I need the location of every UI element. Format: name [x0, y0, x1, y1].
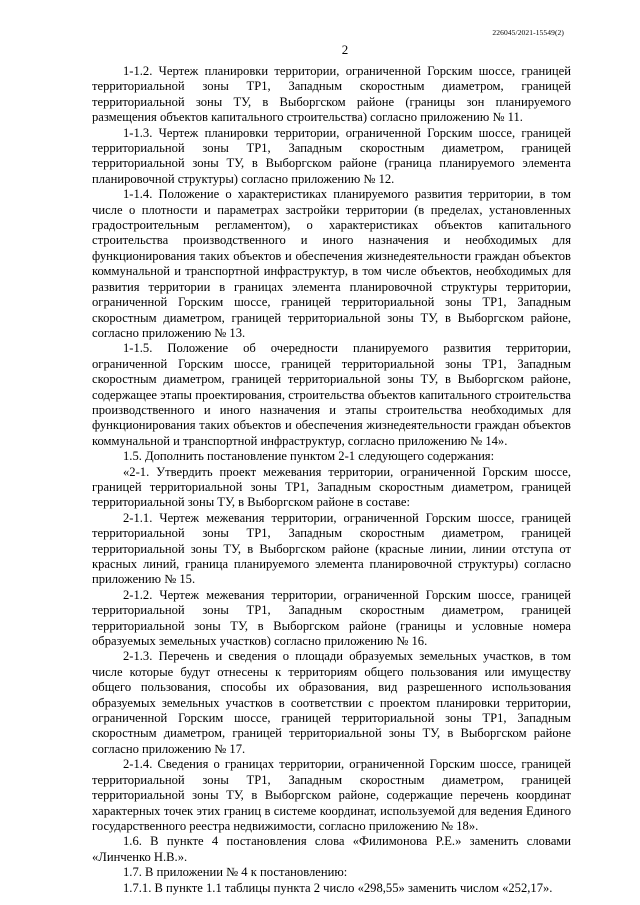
paragraph-1-5: 1.5. Дополнить постановление пунктом 2-1 следующего содержания:	[123, 449, 495, 464]
document-body	[92, 64, 571, 896]
paragraph-1-1-2: 1-1.2. Чертеж планировки территории, ограниченной Горским шоссе, границей территориальной зоны ТР1, Западным скоростным диаметром, границей территориальной зоны ТУ, в Выборгском районе (границы зон планируемого размещения объектов капитального строительства) согласно приложению № 11.	[92, 64, 571, 125]
paragraph-2-1-2: 2-1.2. Чертеж межевания территории, ограниченной Горским шоссе, границей территориальной зоны ТР1, Западным скоростным диаметром, границей территориальной зоны ТУ, в Выборгском районе (границы и условные номера образуемых земельных участков) согласно приложению № 16.	[92, 587, 571, 649]
document-registration-number: 226045/2021-15549(2)	[492, 28, 564, 37]
paragraph-1-6: 1.6. В пункте 4 постановления слова «Филимонова Р.Е.» заменить словами «Линченко Н.В.».	[92, 834, 571, 864]
paragraph-2-1-1: 2-1.1. Чертеж межевания территории, ограниченной Горским шоссе, границей территориальной зоны ТР1, Западным скоростным диаметром, границей территориальной зоны ТУ, в Выборгском районе (красные линии, линии отступа от красных линий, граница планируемого элемента планировочной структуры) согласно приложению № 15.	[92, 510, 571, 587]
paragraph-1-1-4: 1-1.4. Положение о характеристиках планируемого развития территории, в том числе о плотности и параметрах застройки территории (в пределах, установленных градостроительным регламентом), о характеристиках объектов капитального строительства производственного и иного назначения и необходимых для функционирования таких объектов и обеспечения жизнедеятельности граждан объектов коммунальной и транспортной инфраструктур, в том числе объектов, необходимых для развития территории в границах элемента планировочной структуры территории, ограниченной Горским шоссе, границей территориальной зоны ТР1, Западным скоростным диаметром, границей территориальной зоны ТУ, в Выборгском районе, согласно приложению № 13.	[92, 187, 571, 340]
paragraph-2-1: «2-1. Утвердить проект межевания территории, ограниченной Горским шоссе, границей территориальной зоны ТР1, Западным скоростным диаметром, границей территориальной зоны ТУ, в Выборгском районе в составе:	[92, 464, 571, 510]
paragraph-1-7-1: 1.7.1. В пункте 1.1 таблицы пункта 2 число «298,55» заменить числом «252,17».	[123, 880, 553, 895]
page-number: 2	[341, 42, 349, 57]
paragraph-1-1-3: 1-1.3. Чертеж планировки территории, ограниченной Горским шоссе, границей территориальной зоны ТР1, Западным скоростным диаметром, границей территориальной зоны ТУ, в Выборгском районе (граница планируемого элемента планировочной структуры) согласно приложению № 12.	[92, 125, 571, 186]
paragraph-2-1-4: 2-1.4. Сведения о границах территории, ограниченной Горским шоссе, границей территориальной зоны ТР1, Западным скоростным диаметром, границей территориальной зоны ТУ, в Выборгском районе, содержащие перечень координат характерных точек этих границ в системе координат, используемой для ведения Единого государственного реестра недвижимости, согласно приложению № 18».	[92, 757, 571, 833]
paragraph-1-7: 1.7. В приложении № 4 к постановлению:	[123, 865, 348, 880]
paragraph-1-1-5: 1-1.5. Положение об очередности планируемого развития территории, ограниченной Горским шоссе, границей территориальной зоны ТР1, Западным скоростным диаметром, границей территориальной зоны ТУ, в Выборгском районе, содержащее этапы проектирования, строительства объектов капитального строительства производственного и иного назначения и этапы строительства необходимых для функционирования таких объектов и обеспечения жизнедеятельности граждан объектов коммунальной и транспортной инфраструктур, согласно приложению № 14».	[92, 341, 571, 448]
paragraph-2-1-3: 2-1.3. Перечень и сведения о площади образуемых земельных участков, в том числе которые будут отнесены к территориям общего пользования или имуществу общего пользования, способы их образования, вид разрешенного использования образуемых земельных участков в соответствии с проектом планировки территории, ограниченной Горским шоссе, границей территориальной зоны ТР1, Западным скоростным диаметром, границей территориальной зоны ТУ, в Выборгском районе согласно приложению № 17.	[92, 649, 571, 756]
